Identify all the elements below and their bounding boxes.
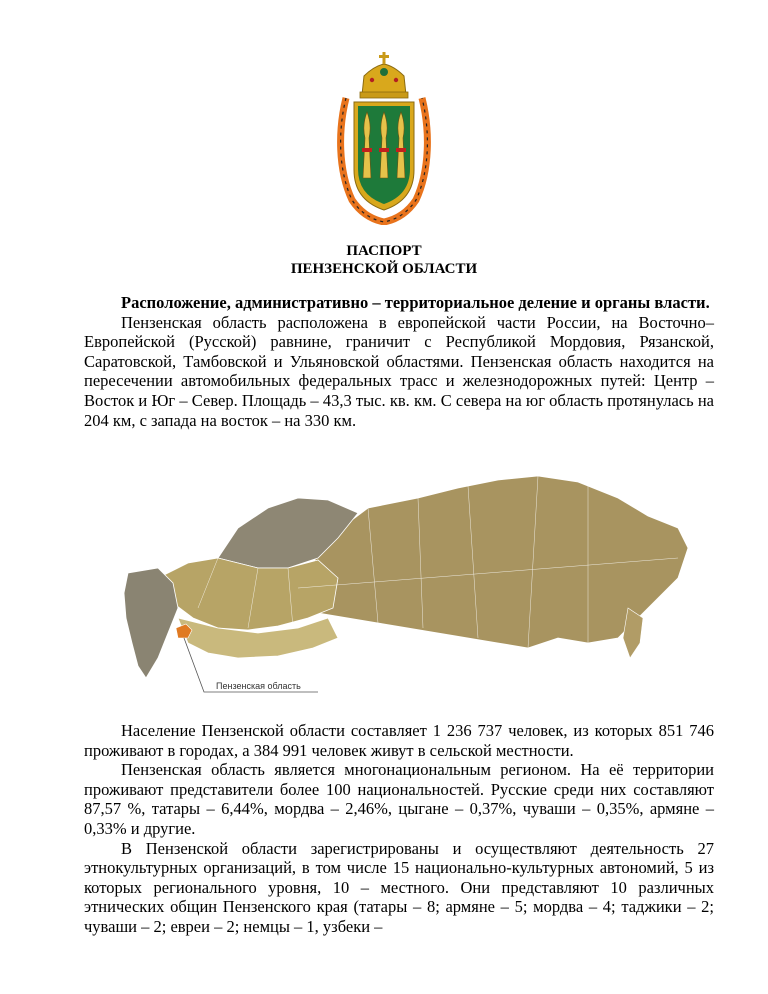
russia-map <box>118 468 690 704</box>
section-heading: Расположение, административно – территориальное деление и органы власти. <box>121 293 710 312</box>
map-label-penza: Пензенская область <box>216 681 301 691</box>
coat-of-arms-emblem <box>334 50 434 225</box>
document-title-line2: ПЕНЗЕНСКОЙ ОБЛАСТИ <box>290 261 478 277</box>
map-region-center <box>158 558 338 630</box>
paragraph-nationalities: Пензенская область является многонациональным регионом. На её территории проживают представители более 100 национальностей. Русские среди них составляют 87,57 %, татары – 6,44%, мордва – 2,46%, цыгане – 0,37%, чуваши – 0,35%, армяне – 0,33% и другие. <box>84 760 714 838</box>
section-location <box>84 293 714 430</box>
paragraph-organizations: В Пензенской области зарегистрированы и осуществляют деятельность 27 этнокультурных организаций, в том числе 15 национально-культурных автономий, 5 из которых регионального уровня, 10 – местного. Они представляют 10 различных этнических общин Пензенского края (татары – 8; армяне – 5; мордва – 4; таджики – 2; чуваши – 2; евреи – 2; немцы – 1, узбеки – <box>84 838 714 936</box>
map-region-west <box>124 568 178 678</box>
document-title-line1: ПАСПОРТ <box>346 243 422 259</box>
section-population <box>84 721 714 937</box>
paragraph-population: Население Пензенской области составляет 1 236 737 человек, из которых 851 746 проживают в городах, а 384 991 человек живут в сельской местности. <box>84 721 714 760</box>
paragraph-location: Пензенская область расположена в европейской части России, на Восточно–Европейской (Русской) равнине, граничит с Республикой Мордовия, Рязанской, Саратовской, Тамбовской и Ульяновской областями. Пензенская область находится на пересечении автомобильных федеральных трасс и железнодорожных путей: Центр – Восток и Юг – Север. Площадь – 43,3 тыс. кв. км. С севера на юг область протянулась на 204 км, с запада на восток – на 330 км. <box>84 312 714 430</box>
